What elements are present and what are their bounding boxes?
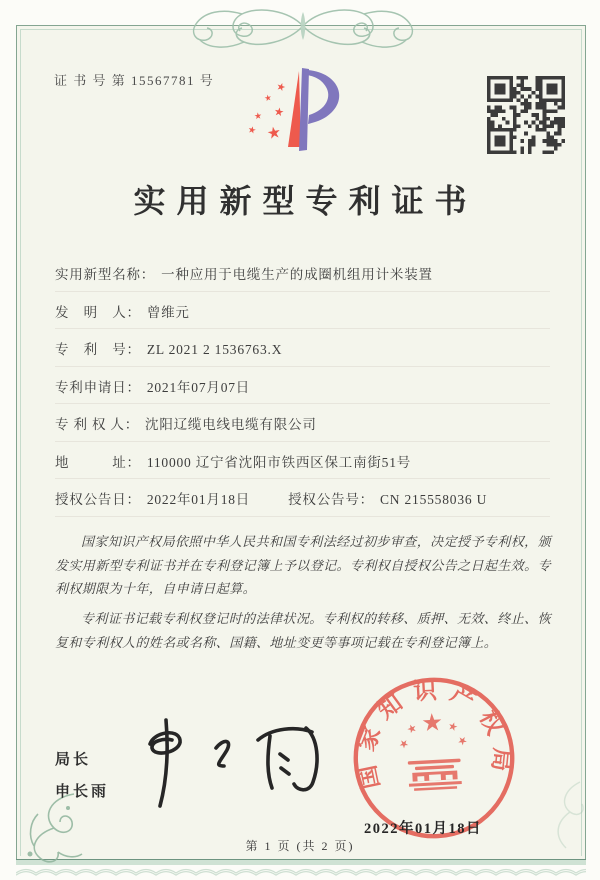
seal-text: 国家知识产权局 — [352, 677, 515, 792]
floral-flourish-icon — [138, 2, 468, 52]
field-label: 发 明 人： — [55, 304, 141, 320]
field-value: 110000 辽宁省沈阳市铁西区保工南街51号 — [146, 454, 412, 470]
field-value: ZL 2021 2 1536763.X — [146, 342, 283, 357]
field-row-grant — [55, 479, 550, 517]
officer-name: 申长雨 — [55, 784, 110, 800]
field-label: 专 利 号： — [55, 342, 141, 357]
field-value: 曾维元 — [146, 304, 190, 320]
field-label: 专利申请日： — [55, 379, 141, 395]
field-row-filing-date — [55, 367, 550, 405]
guilloche-wave-pattern — [16, 865, 586, 878]
field-label: 实用新型名称： — [55, 267, 156, 282]
officer-block — [55, 744, 109, 808]
certificate-number: 证 书 号 第 15567781 号 — [54, 73, 215, 88]
grant-no-label: 授权公告号： — [288, 492, 374, 507]
fields-table — [55, 254, 550, 517]
legal-paragraphs — [55, 530, 551, 660]
paragraph-grant-statement: 国家知识产权局依照中华人民共和国专利法经过初步审查，决定授予专利权，颁发实用新型专利证书并在专利登记簿上予以登记。专利权自授权公告之日起生效。专利权期限为十年，自申请日起算。 — [55, 534, 551, 597]
page-number: 第 1 页 (共 2 页) — [245, 839, 355, 853]
qr-code — [487, 76, 565, 154]
issue-date: 2022年01月18日 — [364, 821, 482, 837]
field-row-address — [55, 442, 550, 480]
handwritten-signature-icon — [120, 714, 334, 814]
officer-post: 局长 — [55, 752, 92, 768]
field-row-inventor — [55, 292, 550, 330]
field-label: 专 利 权 人： — [55, 417, 140, 432]
cnipa-logo-icon — [238, 62, 362, 162]
field-row-patent-no — [55, 329, 550, 367]
field-row-name — [55, 254, 550, 292]
field-value: 2021年07月07日 — [146, 379, 251, 395]
field-value: 一种应用于电缆生产的成圈机组用计米装置 — [161, 267, 433, 282]
grant-date-label: 授权公告日： — [55, 492, 141, 507]
field-label: 地 址： — [55, 454, 141, 470]
certificate-title: 实用新型专利证书 — [133, 183, 478, 219]
grant-date-value: 2022年01月18日 — [146, 492, 251, 507]
field-value: 沈阳辽缆电线电缆有限公司 — [145, 417, 317, 432]
national-emblem — [396, 711, 471, 791]
field-row-patentee — [55, 404, 550, 442]
grant-no-value: CN 215558036 U — [379, 492, 488, 507]
paragraph-register-statement: 专利证书记载专利权登记时的法律状况。专利权的转移、质押、无效、终止、恢复和专利权人的姓名或名称、国籍、地址变更等事项记载在专利登记簿上。 — [55, 610, 551, 650]
